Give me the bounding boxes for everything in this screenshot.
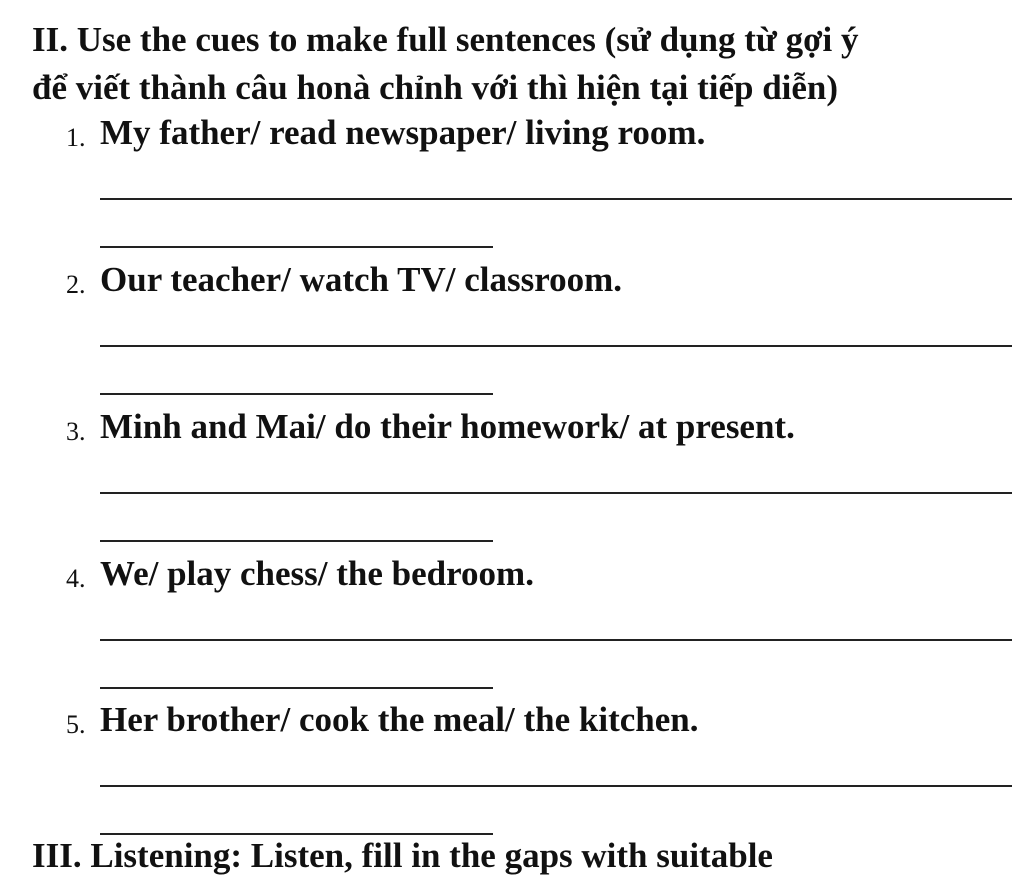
answer-line[interactable] [100, 492, 1012, 494]
answer-line[interactable] [100, 345, 1012, 347]
answer-line-continuation[interactable] [100, 540, 493, 542]
item-cue: Our teacher/ watch TV/ classroom. [100, 260, 623, 299]
item-number: 3. [66, 417, 86, 446]
exercise-item-1 [0, 113, 1024, 263]
answer-line[interactable] [100, 785, 1012, 787]
heading-line-1: II. Use the cues to make full sentences (sử dụng từ gợi ý [32, 20, 859, 59]
item-cue: Her brother/ cook the meal/ the kitchen. [100, 700, 699, 739]
answer-line[interactable] [100, 639, 1012, 641]
item-number: 2. [66, 270, 86, 299]
item-cue: Minh and Mai/ do their homework/ at present. [100, 407, 795, 446]
item-number: 5. [66, 710, 86, 739]
exercise-item-2 [0, 260, 1024, 410]
answer-line-continuation[interactable] [100, 833, 493, 835]
item-number: 4. [66, 564, 86, 593]
item-cue: My father/ read newspaper/ living room. [100, 113, 706, 152]
section-heading [32, 16, 1022, 112]
exercise-item-5 [0, 700, 1024, 850]
item-cue: We/ play chess/ the bedroom. [100, 554, 534, 593]
exercise-item-3 [0, 407, 1024, 557]
exercise-item-4 [0, 554, 1024, 704]
answer-line[interactable] [100, 198, 1012, 200]
item-number: 1. [66, 123, 86, 152]
answer-line-continuation[interactable] [100, 246, 493, 248]
next-section-heading-partial: III. Listening: Listen, fill in the gaps with suitable [32, 836, 773, 875]
answer-line-continuation[interactable] [100, 393, 493, 395]
answer-line-continuation[interactable] [100, 687, 493, 689]
heading-line-2: để viết thành câu honà chỉnh với thì hiện tại tiếp diễn) [32, 68, 839, 107]
